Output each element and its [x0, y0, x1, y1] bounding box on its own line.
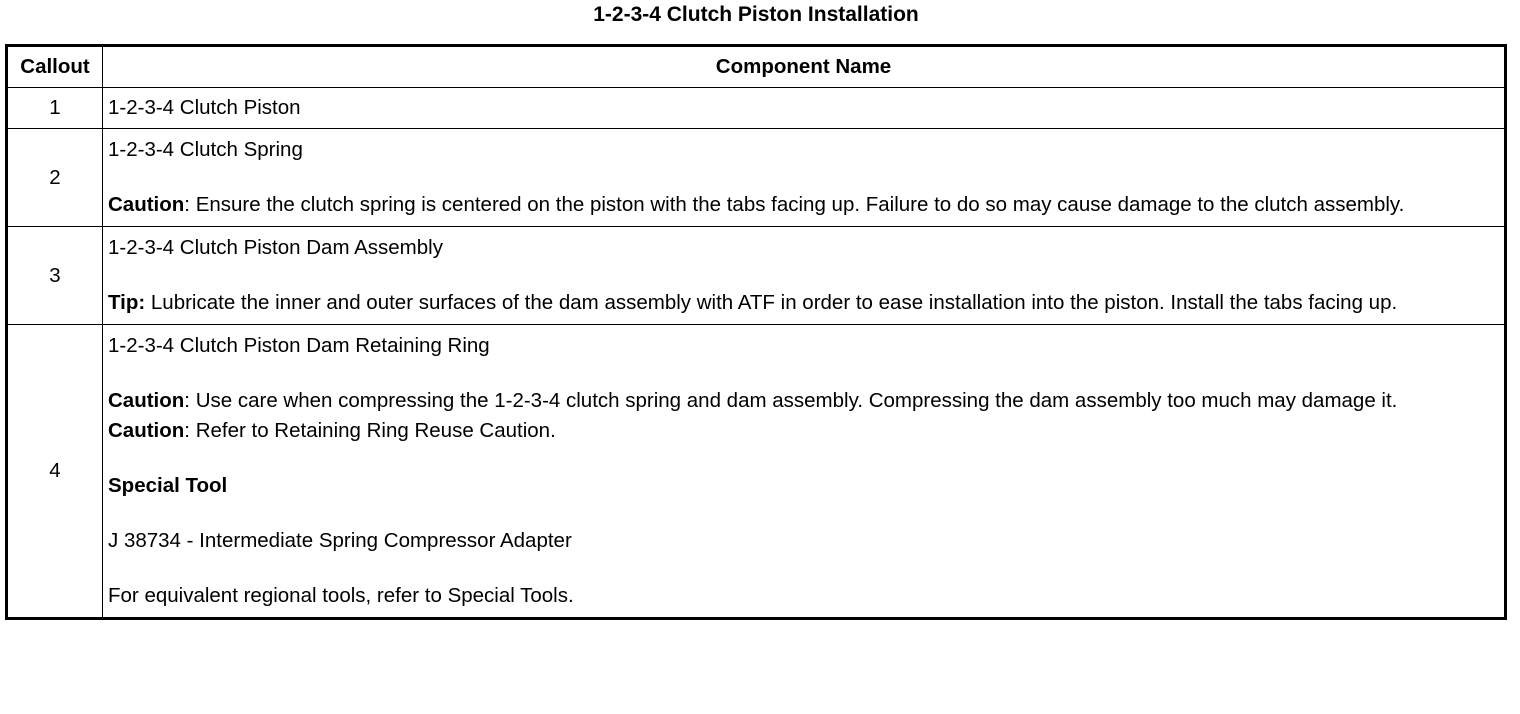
regional-tools-note: For equivalent regional tools, refer to Special Tools. [108, 584, 574, 607]
caution-note [108, 386, 1500, 416]
table-row [7, 129, 1506, 227]
tip-text: Lubricate the inner and outer surfaces of the dam assembly with ATF in order to ease installation into the piston. Install the tabs facing up. [145, 291, 1398, 314]
special-tool-item: J 38734 - Intermediate Spring Compressor Adapter [108, 529, 572, 552]
table-row [7, 325, 1506, 619]
callout-number: 1 [7, 88, 103, 129]
callout-number: 3 [7, 227, 103, 325]
tip-label: Tip: [108, 291, 146, 314]
callout-column-header: Callout [7, 46, 103, 88]
tip-note [108, 288, 1500, 318]
table-row [7, 88, 1506, 129]
callout-number: 4 [7, 325, 103, 619]
caution-text: : Ensure the clutch spring is centered on the piston with the tabs facing up. Failure to do so may cause damage to the clutch assembly. [184, 193, 1405, 216]
caution-label: Caution [108, 193, 185, 216]
components-table [5, 44, 1507, 620]
component-name: 1-2-3-4 Clutch Piston Dam Retaining Ring [108, 334, 490, 357]
caution-label: Caution [108, 389, 185, 412]
component-name: 1-2-3-4 Clutch Piston [108, 96, 301, 119]
caution-label: Caution [108, 419, 185, 442]
component-name: 1-2-3-4 Clutch Spring [108, 138, 303, 161]
component-cell [103, 325, 1506, 619]
caution-text: : Refer to Retaining Ring Reuse Caution. [184, 419, 556, 442]
special-tool-heading: Special Tool [108, 474, 228, 497]
component-name: 1-2-3-4 Clutch Piston Dam Assembly [108, 236, 443, 259]
table-row [7, 227, 1506, 325]
callout-number: 2 [7, 129, 103, 227]
table-header-row [7, 46, 1506, 88]
component-cell [103, 88, 1506, 129]
component-column-header: Component Name [103, 46, 1506, 88]
document-title: 1-2-3-4 Clutch Piston Installation [593, 3, 919, 26]
component-cell [103, 227, 1506, 325]
caution-note [108, 190, 1500, 220]
caution-text: : Use care when compressing the 1-2-3-4 clutch spring and dam assembly. Compressing the dam assembly too much may damage it. [184, 389, 1398, 412]
caution-note [108, 416, 1500, 446]
component-cell [103, 129, 1506, 227]
